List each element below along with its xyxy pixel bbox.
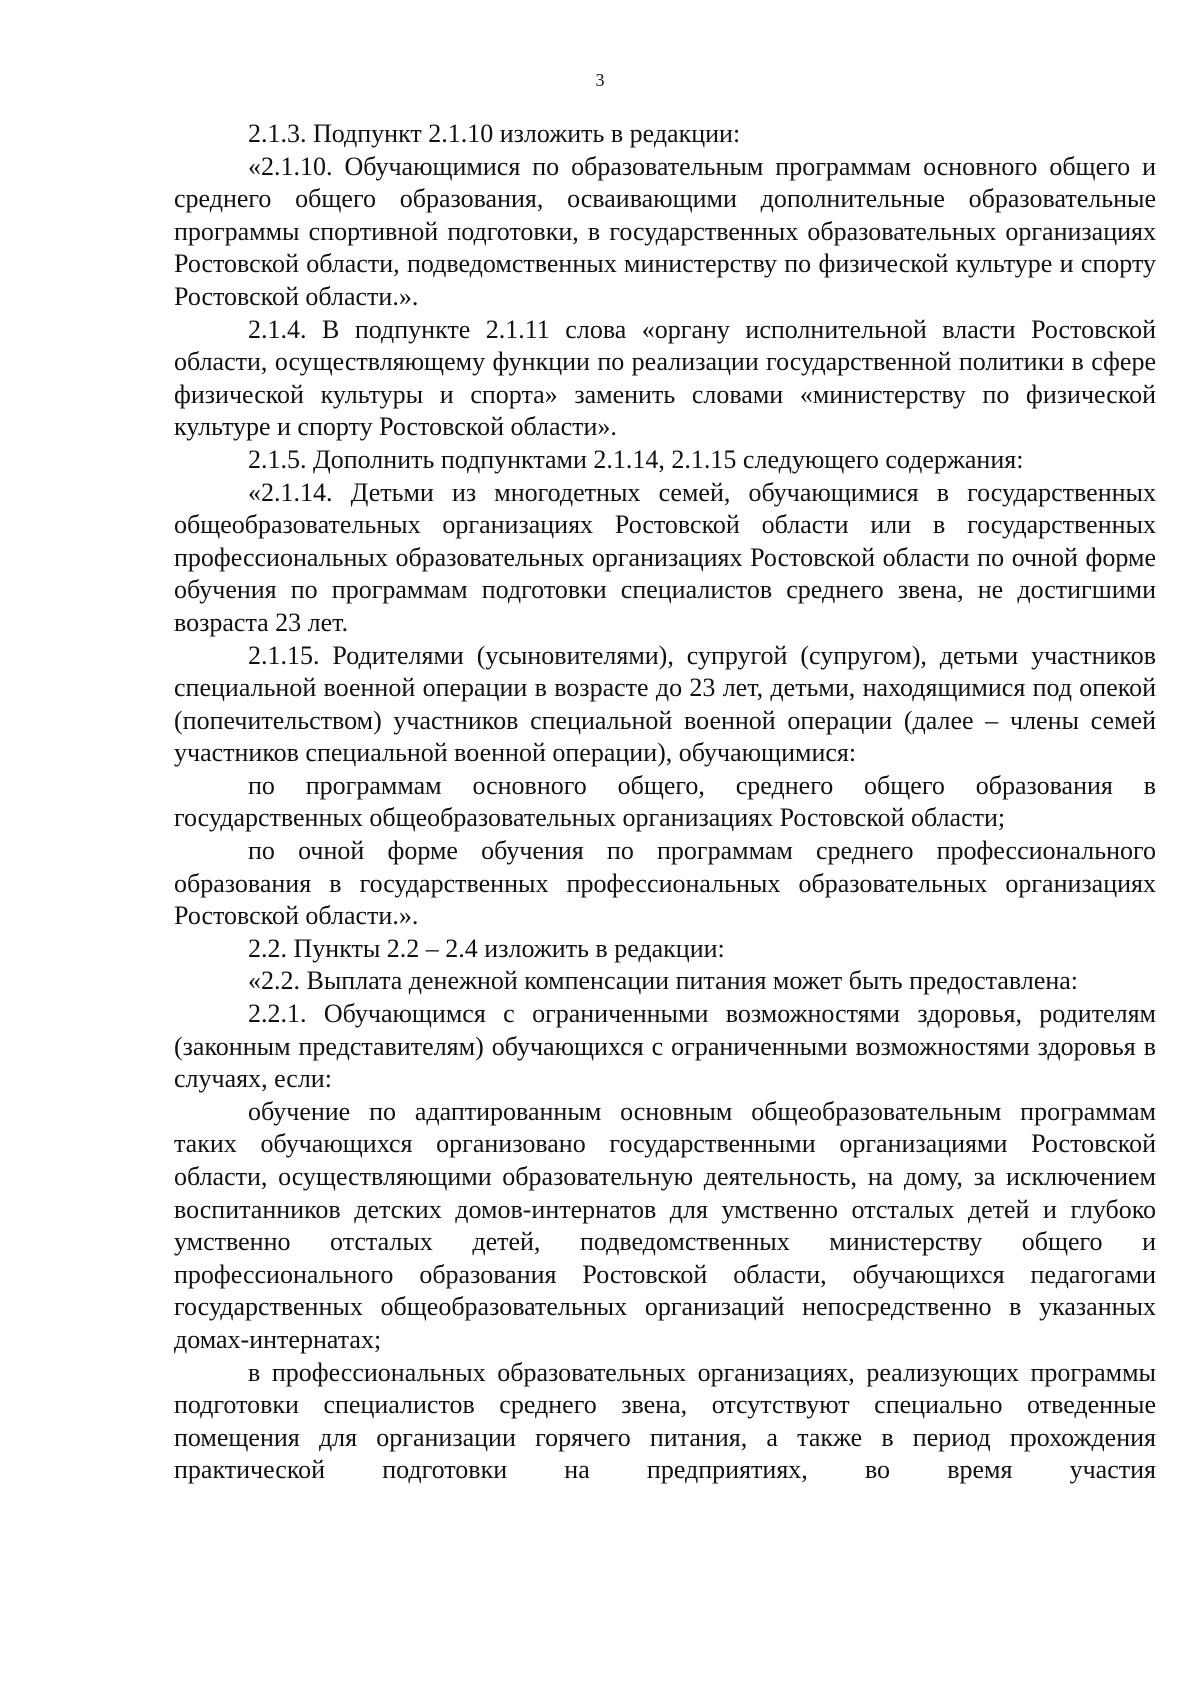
paragraph-2-1-3: 2.1.3. Подпункт 2.1.10 изложить в редакции: <box>248 119 741 148</box>
paragraph-basic-general-education: по программам основного общего, среднего общего образования в государственных общеобразовательных организациях Ростовской области; <box>174 770 1156 833</box>
page-number: 3 <box>595 70 605 90</box>
paragraph-2-2-1: 2.2.1. Обучающимся с ограниченными возможностями здоровья, родителям (законным представителям) обучающихся с ограниченными возможностями здоровья в случаях, если: <box>174 999 1156 1094</box>
paragraph-2-1-10: «2.1.10. Обучающимися по образовательным программам основного общего и среднего общего образования, осваивающими дополнительные образовательные программы спортивной подготовки, в государственных образовательных организациях Ростовской области, подведомственных министерству по физической культуре и спорту Ростовской области.». <box>174 151 1156 311</box>
paragraph-2-1-5: 2.1.5. Дополнить подпунктами 2.1.14, 2.1.15 следующего содержания: <box>248 444 1024 474</box>
paragraph-vocational-organizations: в профессиональных образовательных организациях, реализующих программы подготовки специалистов среднего звена, отсутствуют специально отведенные помещения для организации горячего питания, а также в период прохождения практической подготовки на предприятиях, во время участия <box>174 1357 1156 1485</box>
paragraph-secondary-vocational-education: по очной форме обучения по программам среднего профессионального образования в государственных профессиональных образовательных организациях Ростовской области.». <box>174 836 1156 931</box>
paragraph-2-2: «2.2. Выплата денежной компенсации питания может быть предоставлена: <box>248 966 1079 996</box>
paragraph-2-1-15: 2.1.15. Родителями (усыновителями), супругой (супругом), детьми участников специальной военной операции в возрасте до 23 лет, детьми, находящимися под опекой (попечительством) участников специальной военной операции (далее – члены семей участников специальной военной операции), обучающимися: <box>174 640 1156 768</box>
document-body <box>174 118 1156 1487</box>
paragraph-2-1-14: «2.1.14. Детьми из многодетных семей, обучающимися в государственных общеобразовательных организациях Ростовской области или в государственных профессиональных образовательных организациях Ростовской области по очной форме обучения по программам подготовки специалистов среднего звена, не достигшими возраста 23 лет. <box>174 477 1156 637</box>
paragraph-2-1-4: 2.1.4. В подпункте 2.1.11 слова «органу исполнительной власти Ростовской области, осуществляющему функции по реализации государственной политики в сфере физической культуры и спорта» заменить словами «министерству по физической культуре и спорту Ростовской области». <box>174 314 1156 442</box>
paragraph-home-education: обучение по адаптированным основным общеобразовательным программам таких обучающихся организовано государственными организациями Ростовской области, осуществляющими образовательную деятельность, на дому, за исключением воспитанников детских домов-интернатов для умственно отсталых детей и глубоко умственно отсталых детей, подведомственных министерству общего и профессионального образования Ростовской области, обучающихся педагогами государственных общеобразовательных организаций непосредственно в указанных домах-интернатах; <box>174 1096 1156 1354</box>
paragraph-2-2-intro: 2.2. Пункты 2.2 – 2.4 изложить в редакции: <box>248 933 725 963</box>
